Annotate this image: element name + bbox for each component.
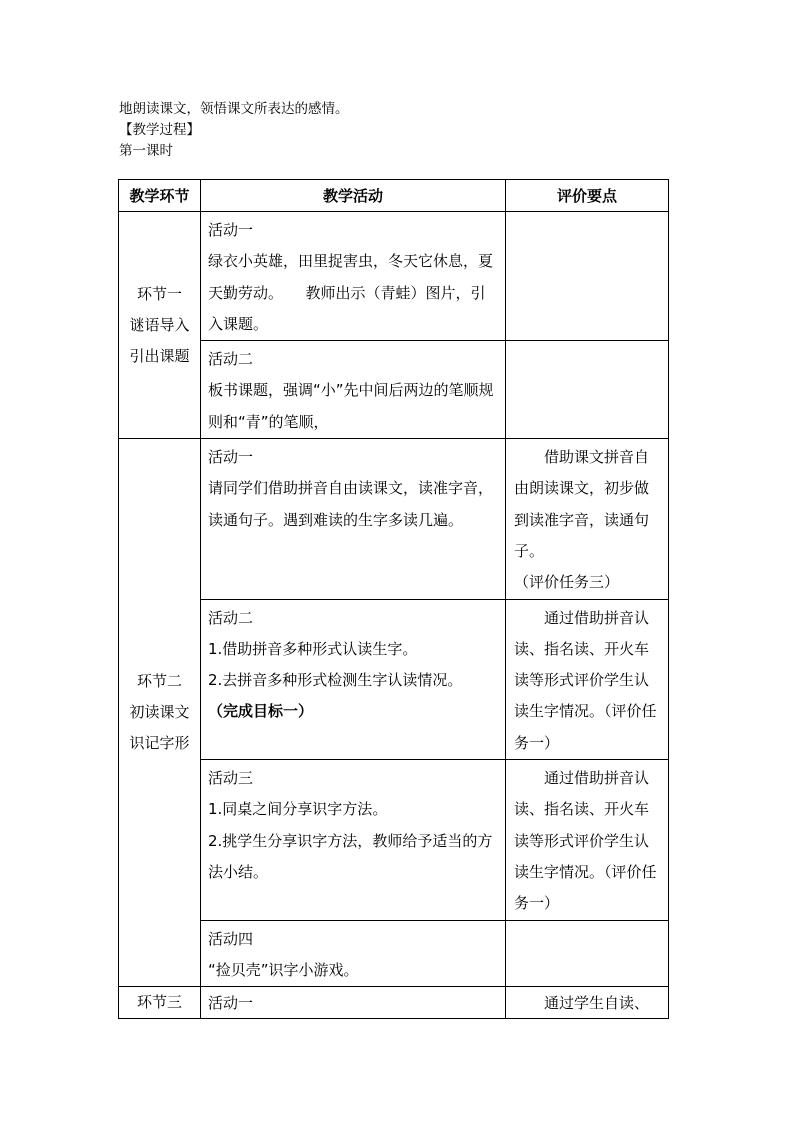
table-row	[119, 760, 669, 920]
evaluation-cell	[506, 212, 669, 341]
activity-cell: 活动一	[201, 987, 506, 1019]
table-row	[119, 987, 669, 1019]
stage-2-cell: 环节二 初读课文 识记字形	[119, 439, 201, 987]
table-row	[119, 341, 669, 439]
stage-1-cell: 环节一 谜语导入 引出课题	[119, 212, 201, 439]
evaluation-cell	[506, 920, 669, 987]
table-row	[119, 212, 669, 341]
evaluation-cell: 借助课文拼音自由朗读课文，初步做到读准字音，读通句子。 （评价任务三）	[506, 439, 669, 599]
table-row	[119, 439, 669, 599]
activity-cell: 活动四 “捡贝壳”识字小游戏。	[201, 920, 506, 987]
header-evaluation: 评价要点	[506, 180, 669, 212]
teaching-plan-table	[118, 179, 669, 1019]
evaluation-cell	[506, 341, 669, 439]
goal-note: （完成目标一）	[208, 702, 314, 721]
activity-cell: 活动三 1.同桌之间分享识字方法。 2.挑学生分享识字方法，教师给予适当的方法小结。	[201, 760, 506, 920]
evaluation-cell: 通过借助拼音认读、指名读、开火车读等形式评价学生认读生字情况。（评价任务一）	[506, 760, 669, 920]
evaluation-cell: 通过学生自读、	[506, 987, 669, 1019]
table-header-row	[119, 180, 669, 212]
stage-3-cell: 环节三	[119, 987, 201, 1019]
activity-cell: 活动二 1.借助拼音多种形式认读生字。 2.去拼音多种形式检测生字认读情况。 （完成目标一）	[201, 599, 506, 759]
table-row	[119, 599, 669, 759]
table-row	[119, 920, 669, 987]
header-stage: 教学环节	[119, 180, 201, 212]
section-heading: 【教学过程】	[119, 122, 200, 138]
intro-text	[119, 99, 679, 162]
objective-continuation: 地朗读课文，领悟课文所表达的感情。	[119, 101, 349, 117]
activity-cell: 活动一 绿衣小英雄，田里捉害虫，冬天它休息，夏天勤劳动。 教师出示（青蛙）图片，引入课题。	[201, 212, 506, 341]
activity-cell: 活动二 板书课题，强调“小”先中间后两边的笔顺规则和“青”的笔顺，	[201, 341, 506, 439]
evaluation-cell: 通过借助拼音认读、指名读、开火车读等形式评价学生认读生字情况。（评价任务一）	[506, 599, 669, 759]
lesson-label: 第一课时	[119, 143, 173, 159]
header-activity: 教学活动	[201, 180, 506, 212]
activity-cell: 活动一 请同学们借助拼音自由读课文，读准字音，读通句子。遇到难读的生字多读几遍。	[201, 439, 506, 599]
